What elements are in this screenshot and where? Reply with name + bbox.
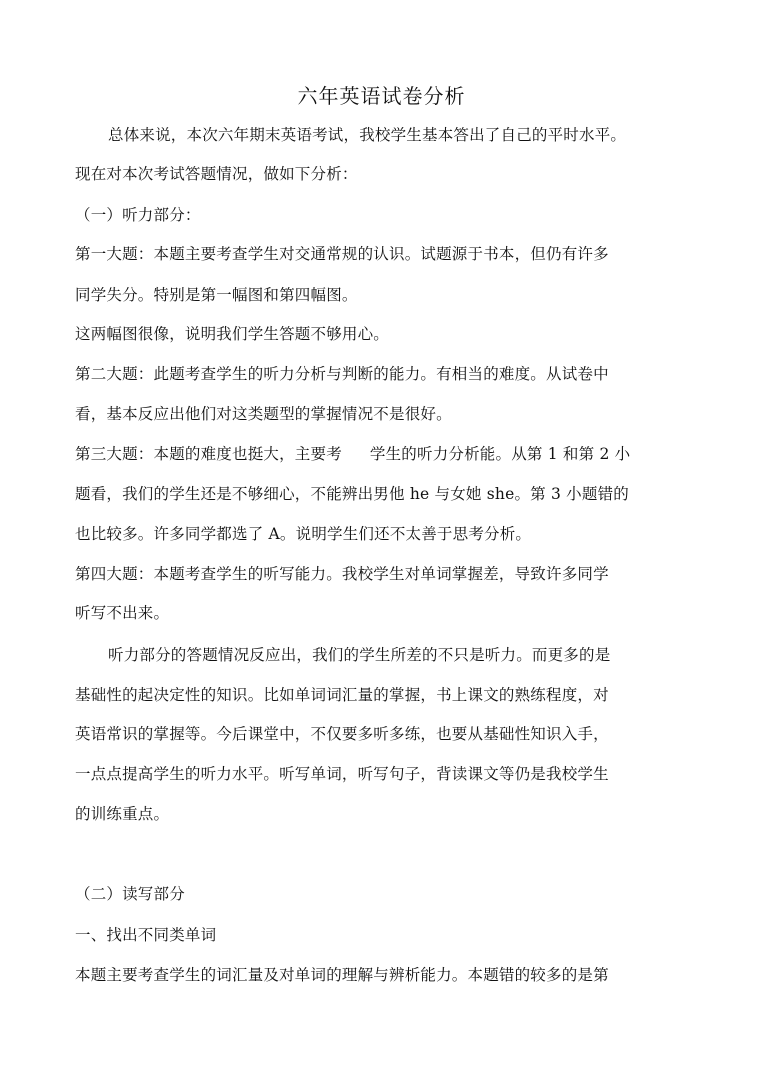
- summary-line-1: 听力部分的答题情况反应出，我们的学生所差的不只是听力。而更多的是: [108, 646, 611, 664]
- q2-line-1: 第二大题：此题考查学生的听力分析与判断的能力。有相当的难度。从试卷中: [75, 365, 609, 383]
- q2-line-2: 看，基本反应出他们对这类题型的掌握情况不是很好。: [75, 405, 452, 423]
- q3-line-1-part-a: 第三大题：本题的难度也挺大，主要考: [75, 445, 342, 463]
- q1-line-1: 第一大题：本题主要考查学生对交通常规的认识。试题源于书本，但仍有许多: [75, 245, 609, 263]
- q3-line-3: 也比较多。许多同学都选了 A。说明学生们还不太善于思考分析。: [75, 525, 532, 543]
- intro-line-1: 总体来说，本次六年期末英语考试，我校学生基本答出了自己的平时水平。: [108, 126, 627, 144]
- section-listening-heading: （一）听力部分：: [75, 206, 201, 224]
- section-reading-heading: （二）读写部分: [75, 885, 185, 903]
- q1-line-3: 这两幅图很像，说明我们学生答题不够用心。: [75, 325, 390, 343]
- q1-line-2: 同学失分。特别是第一幅图和第四幅图。: [75, 286, 358, 304]
- summary-line-5: 的训练重点。: [75, 805, 170, 823]
- q4-line-2: 听写不出来。: [75, 604, 170, 622]
- subsection-odd-word-heading: 一、找出不同类单词: [75, 926, 217, 944]
- intro-line-2: 现在对本次考试答题情况，做如下分析：: [75, 165, 358, 183]
- document-title: 六年英语试卷分析: [297, 84, 466, 108]
- summary-line-3: 英语常识的掌握等。今后课堂中，不仅要多听多练，也要从基础性知识入手，: [75, 725, 609, 743]
- summary-line-4: 一点点提高学生的听力水平。听写单词，听写句子，背读课文等仍是我校学生: [75, 765, 609, 783]
- q3-line-1-part-b: 学生的听力分析能。从第 1 和第 2 小: [369, 445, 631, 463]
- summary-line-2: 基础性的起决定性的知识。比如单词词汇量的掌握，书上课文的熟练程度，对: [75, 686, 609, 704]
- q4-line-1: 第四大题：本题考查学生的听写能力。我校学生对单词掌握差，导致许多同学: [75, 565, 609, 583]
- subsection-odd-word-text: 本题主要考查学生的词汇量及对单词的理解与辨析能力。本题错的较多的是第: [75, 966, 609, 984]
- q3-line-1: [75, 444, 695, 464]
- q3-line-2: 题看，我们的学生还是不够细心，不能辨出男他 he 与女她 she。第 3 小题错的: [75, 485, 629, 503]
